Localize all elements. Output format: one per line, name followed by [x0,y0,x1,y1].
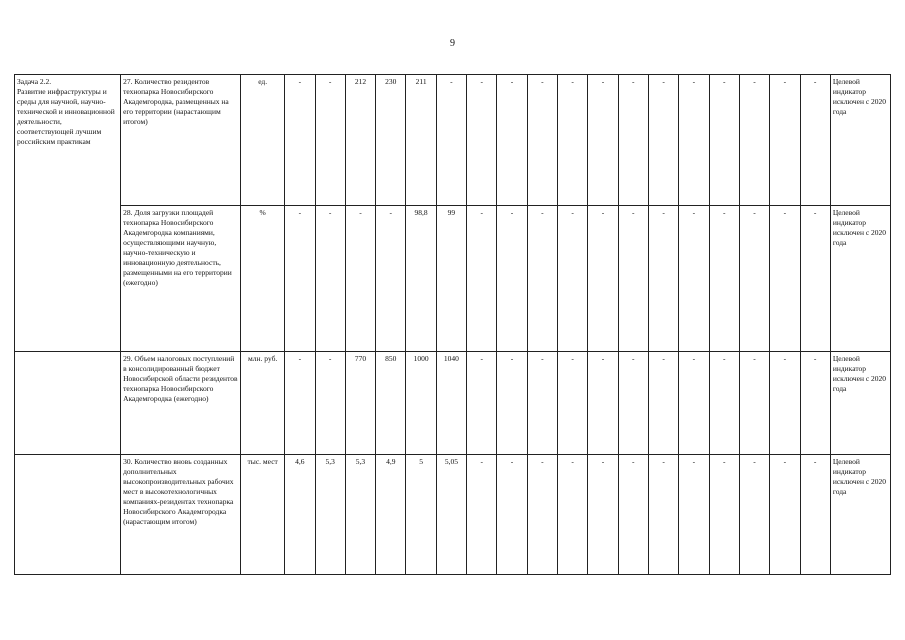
value-cell: - [315,206,345,352]
value-cell: - [376,206,406,352]
value-cell: - [648,206,678,352]
note-cell: Целевой индикатор исключен с 2020 года [830,352,890,455]
value-cell: - [770,75,800,206]
value-cell: - [467,206,497,352]
table-row [15,206,891,352]
indicator-name-cell: 27. Количество резидентов технопарка Новосибирского Академгородка, размещенных на его территории (нарастающим итогом) [121,75,241,206]
unit-cell: тыс. мест [241,455,285,575]
value-cell: 770 [345,352,375,455]
value-cell: - [285,75,315,206]
value-cell: - [679,206,709,352]
value-cell: - [648,352,678,455]
value-cell: 4,6 [285,455,315,575]
value-cell: - [618,455,648,575]
value-cell: - [648,75,678,206]
indicator-name-cell: 30. Количество вновь созданных дополнительных высокопроизводительных рабочих мест в высокотехнологичных компаниях-резидентах технопарка Новосибирского Академгородка (нарастающим итогом) [121,455,241,575]
value-cell: - [527,206,557,352]
value-cell: - [315,75,345,206]
value-cell: 5 [406,455,436,575]
value-cell: - [739,206,769,352]
value-cell: - [527,352,557,455]
value-cell: - [588,352,618,455]
task-cell-empty [15,455,121,575]
value-cell: 850 [376,352,406,455]
value-cell: 98,8 [406,206,436,352]
value-cell: - [770,455,800,575]
page-number: 9 [450,38,455,49]
value-cell: - [315,352,345,455]
value-cell: - [709,352,739,455]
value-cell: - [739,75,769,206]
value-cell: - [800,206,830,352]
value-cell: 1000 [406,352,436,455]
value-cell: - [588,75,618,206]
note-cell: Целевой индикатор исключен с 2020 года [830,75,890,206]
value-cell: - [497,75,527,206]
table-row [15,352,891,455]
value-cell: - [558,352,588,455]
value-cell: - [527,75,557,206]
value-cell: - [679,352,709,455]
task-cell: Задача 2.2. Развитие инфраструктуры и среды для научной, научно-технической и инновационной деятельности, соответствующей лучшим российским практикам [15,75,121,352]
value-cell: 4,9 [376,455,406,575]
indicators-table [14,74,891,575]
value-cell: - [497,206,527,352]
value-cell: - [800,75,830,206]
task-cell-empty [15,352,121,455]
value-cell: - [618,206,648,352]
value-cell: - [739,352,769,455]
value-cell: 5,05 [436,455,466,575]
indicators-table-body [15,75,891,575]
value-cell: - [770,206,800,352]
value-cell: - [436,75,466,206]
value-cell: - [467,352,497,455]
value-cell: - [558,206,588,352]
value-cell: - [770,352,800,455]
value-cell: - [527,455,557,575]
unit-cell: млн. руб. [241,352,285,455]
value-cell: - [467,75,497,206]
value-cell: 211 [406,75,436,206]
value-cell: 99 [436,206,466,352]
value-cell: - [618,75,648,206]
value-cell: 5,3 [315,455,345,575]
note-cell: Целевой индикатор исключен с 2020 года [830,455,890,575]
value-cell: - [739,455,769,575]
unit-cell: % [241,206,285,352]
value-cell: - [285,206,315,352]
value-cell: - [588,455,618,575]
table-row [15,455,891,575]
value-cell: - [558,455,588,575]
value-cell: - [497,352,527,455]
value-cell: - [497,455,527,575]
value-cell: - [345,206,375,352]
value-cell: - [709,75,739,206]
value-cell: - [679,455,709,575]
table-row [15,75,891,206]
value-cell: 1040 [436,352,466,455]
value-cell: - [648,455,678,575]
value-cell: 230 [376,75,406,206]
value-cell: - [558,75,588,206]
value-cell: - [285,352,315,455]
value-cell: - [618,352,648,455]
indicator-name-cell: 29. Объем налоговых поступлений в консолидированный бюджет Новосибирской области резидентов технопарка Новосибирского Академгородка (ежегодно) [121,352,241,455]
value-cell: - [800,455,830,575]
value-cell: - [709,455,739,575]
indicator-name-cell: 28. Доля загрузки площадей технопарка Новосибирского Академгородка компаниями, осуществляющими научную, научно-техническую и инновационную деятельность, размещенными на его территории (ежегодно) [121,206,241,352]
note-cell: Целевой индикатор исключен с 2020 года [830,206,890,352]
value-cell: - [679,75,709,206]
value-cell: 212 [345,75,375,206]
value-cell: - [588,206,618,352]
value-cell: 5,3 [345,455,375,575]
value-cell: - [709,206,739,352]
value-cell: - [467,455,497,575]
value-cell: - [800,352,830,455]
unit-cell: ед. [241,75,285,206]
